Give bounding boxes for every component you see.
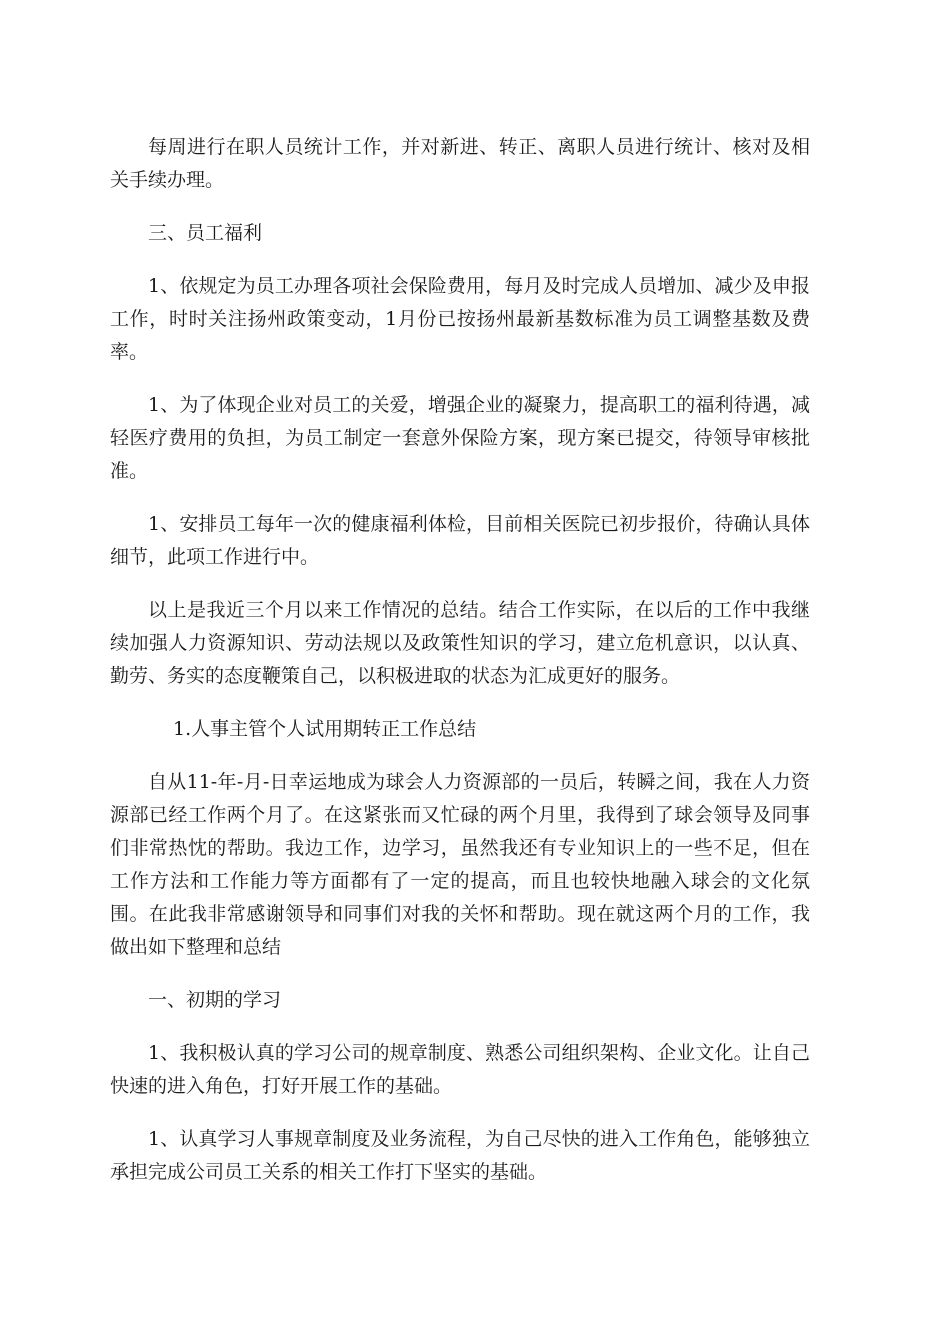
section-heading-initial-learning: 一、初期的学习	[148, 989, 282, 1011]
paragraph-introduction: 自从11-年-月-日幸运地成为球会人力资源部的一员后，转瞬之间，我在人力资源部已经工作两个月了。在这紧张而又忙碌的两个月里，我得到了球会领导及同事们非常热忱的帮助。我边工作，边学习，虽然我还有专业知识上的一些不足，但在工作方法和工作能力等方面都有了一定的提高，而且也较快地融入球会的文化氛围。在此我非常感谢领导和同事们对我的关怀和帮助。现在就这两个月的工作，我做出如下整理和总结	[110, 771, 810, 958]
paragraph-social-insurance: 1、依规定为员工办理各项社会保险费用，每月及时完成人员增加、减少及申报工作，时时关注扬州政策变动，1月份已按扬州最新基数标准为员工调整基数及费率。	[110, 275, 810, 363]
paragraph-summary: 以上是我近三个月以来工作情况的总结。结合工作实际，在以后的工作中我继续加强人力资源知识、劳动法规以及政策性知识的学习，建立危机意识，以认真、勤劳、务实的态度鞭策自己，以积极进取的状态为汇成更好的服务。	[110, 599, 810, 687]
paragraph-health-checkup: 1、安排员工每年一次的健康福利体检，目前相关医院已初步报价，待确认具体细节，此项工作进行中。	[110, 513, 810, 568]
paragraph-learning-processes: 1、认真学习人事规章制度及业务流程，为自己尽快的进入工作角色，能够独立承担完成公司员工关系的相关工作打下坚实的基础。	[110, 1128, 810, 1183]
paragraph-weekly-statistics: 每周进行在职人员统计工作，并对新进、转正、离职人员进行统计、核对及相关手续办理。	[110, 136, 810, 191]
document-page	[110, 131, 810, 1209]
paragraph-accident-insurance: 1、为了体现企业对员工的关爱，增强企业的凝聚力，提高职工的福利待遇，减轻医疗费用的负担，为员工制定一套意外保险方案，现方案已提交，待领导审核批准。	[110, 394, 810, 482]
article-title: 1.人事主管个人试用期转正工作总结	[173, 718, 477, 740]
paragraph-learning-rules: 1、我积极认真的学习公司的规章制度、熟悉公司组织架构、企业文化。让自己快速的进入角色，打好开展工作的基础。	[110, 1042, 810, 1097]
section-heading-employee-welfare: 三、员工福利	[148, 222, 263, 244]
